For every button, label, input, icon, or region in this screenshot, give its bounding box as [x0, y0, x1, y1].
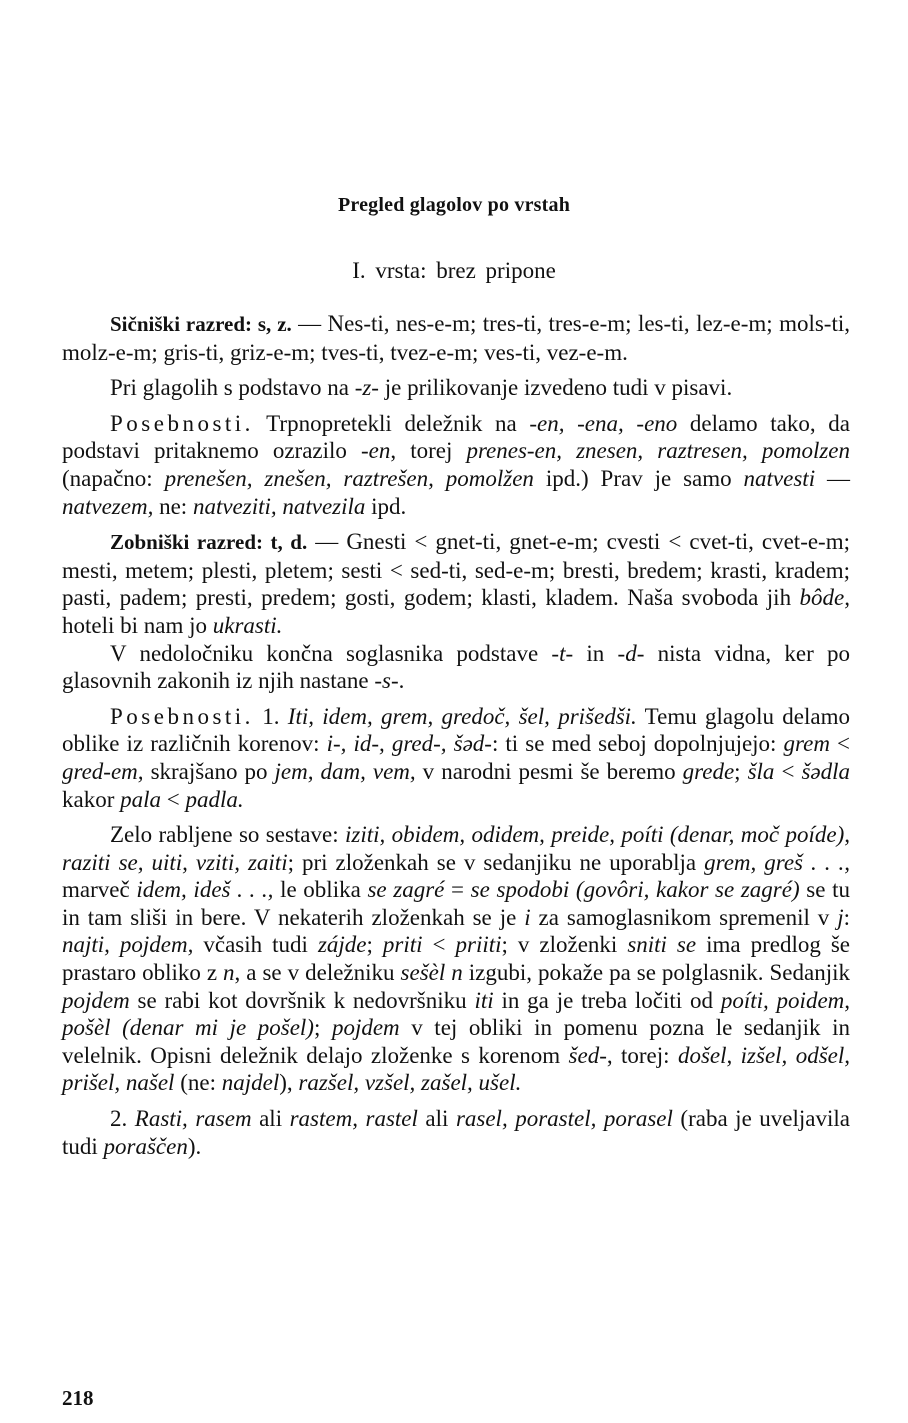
body-text — [62, 310, 850, 1168]
paragraph-nedolocnik: V nedoločniku končna soglasnika podstave -t- in -d- nista vidna, ker po glasovnih zakonih iz njih nastane -s-. — [62, 640, 851, 694]
page-number: 218 — [62, 1386, 94, 1410]
paragraph-zobniski-razred: Zobniški razred: t, d. — Gnesti < gnet-ti, gnet-e-m; cvesti < cvet-ti, cvet-e-m; mesti, metem; plesti, pletem; sesti < sed-ti, sed-e-m; bresti, bredem; krasti, kradem; pasti, padem; presti, predem; gosti, godem; klasti, kladem. Naša svoboda jih bôde, hoteli bi nam jo ukrasti. — [62, 529, 850, 638]
section-heading: I. vrsta: brez pripone — [352, 258, 556, 283]
paragraph-posebnosti-1: Posebnosti. Trpnopretekli deležnik na -en, -ena, -eno delamo tako, da podstavi pritaknemo ozrazilo -en, torej prenes-en, znesen, raztresen, pomolzen (napačno: prenešen, znešen, raztrešen, pomolžen ipd.) Prav je samo natvesti — natvezem, ne: natveziti, natvezila ipd. — [62, 410, 850, 519]
paragraph-sicniski-razred: Sičniški razred: s, z. — Nes-ti, nes-e-m; tres-ti, tres-e-m; les-ti, lez-e-m; mols-ti, molz-e-m; gris-ti, griz-e-m; tves-ti, tvez-e-m; ves-ti, vez-e-m. — [62, 311, 850, 365]
paragraph-prilikovanje: Pri glagolih s podstavo na -z- je prilikovanje izvedeno tudi v pisavi. — [110, 375, 733, 401]
page-title: Pregled glagolov po vrstah — [337, 194, 571, 216]
paragraph-rasti: 2. Rasti, rasem ali rastem, rastel ali rasel, porastel, porasel (raba je uveljavila tudi poraščen). — [62, 1106, 850, 1159]
paragraph-posebnosti-2: Posebnosti. 1. Iti, idem, grem, gredoč, šel, prišedši. Temu glagolu delamo oblike iz različnih korenov: i-, id-, gred-, šəd-: ti se med seboj dopolnjujejo: grem < gred-em, skrajšano po jem, dam, vem, v narodni pesmi še beremo grede; šla < šədla kakor pala < padla. — [62, 703, 851, 812]
paragraph-sestave: Zelo rabljene so sestave: iziti, obidem, odidem, preide, poíti (denar, moč poíde), raziti se, uiti, vziti, zaiti; pri zloženkah se v sedanjiku ne uporablja grem, greš . . ., marveč idem, ideš . . ., le oblika se zagré = se spodobi (govôri, kakor se zagré) se tu in tam sliši in bere. V nekaterih zloženkah se je i za samoglasnikom spremenil v j: najti, pojdem, včasih tudi zájde; priti < priiti; v zloženki sniti se ima predlog še prastaro obliko z n, a se v deležniku sešèl n izgubi, pokaže pa se polglasnik. Sedanjik pojdem se rabi kot dovršnik k nedovršniku iti in ga je treba ločiti od poíti, poidem, pošèl (denar mi je pošel); pojdem v tej obliki in pomenu pozna le sedanjik in velelnik. Opisni deležnik delajo zloženke s korenom šed-, torej: došel, izšel, odšel, prišel, našel (ne: najdel), razšel, vzšel, zašel, ušel. — [62, 822, 851, 1096]
